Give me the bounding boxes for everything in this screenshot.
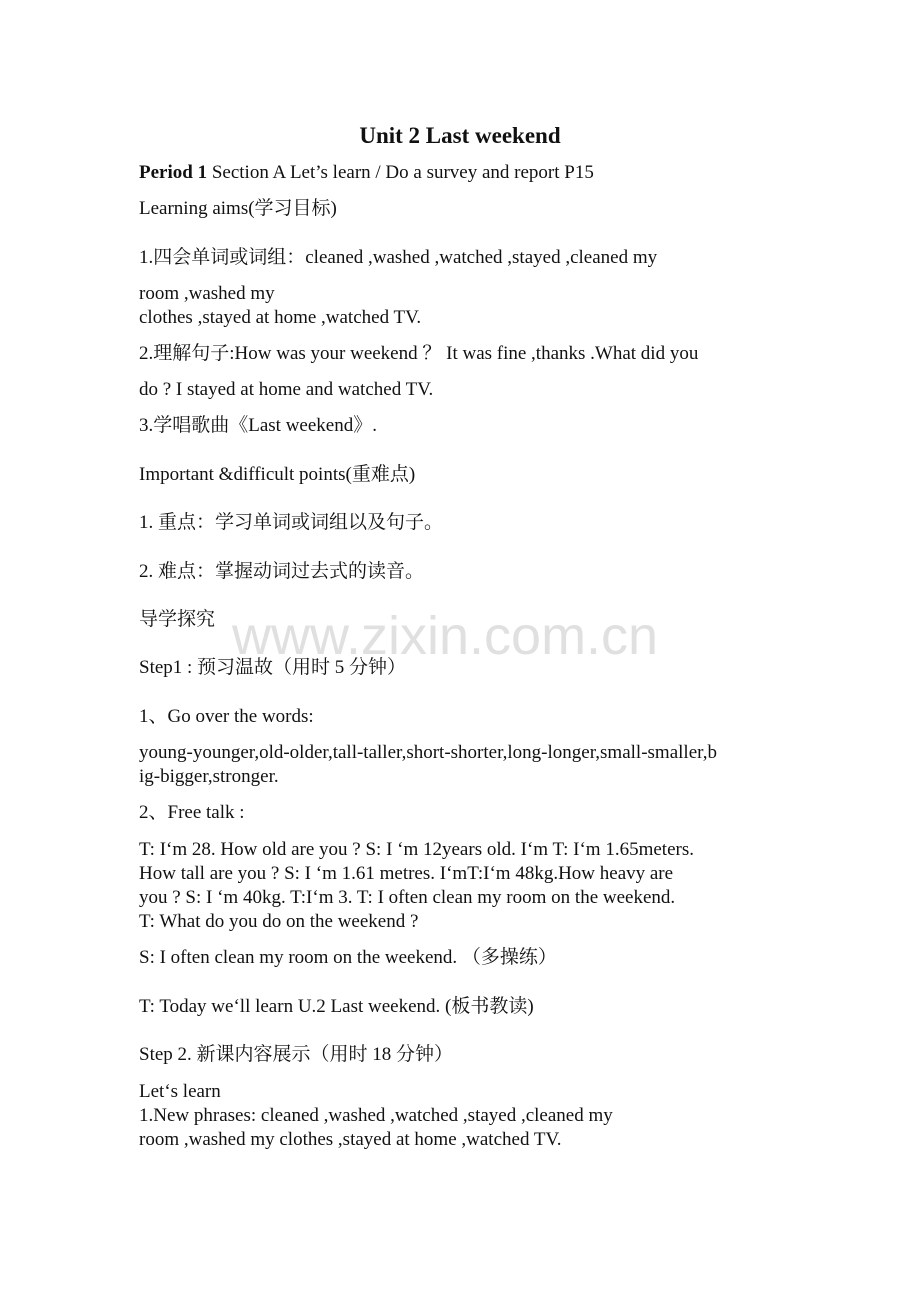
- key-point-2: 2. 难点：掌握动词过去式的读音。: [139, 561, 425, 582]
- document-title: Unit 2 Last weekend: [359, 123, 561, 148]
- dialogue-line-4: T: What do you do on the weekend ?: [139, 911, 419, 932]
- dialogue-line-3: you ? S: I ‘m 40kg. T:I‘m 3. T: I often clean my room on the weekend.: [139, 887, 676, 908]
- step-2-heading: Step 2. 新课内容展示（用时 18 分钟）: [139, 1044, 454, 1065]
- lets-learn-heading: Let‘s learn: [139, 1081, 221, 1102]
- period-description: Section A Let’s learn / Do a survey and report P15: [207, 162, 594, 183]
- go-over-words: 1、Go over the words:: [139, 706, 314, 727]
- aim-1-line-2: room ,washed my: [139, 283, 275, 304]
- step-1-heading: Step1 : 预习温故（用时 5 分钟）: [139, 657, 407, 678]
- learning-aims-heading: Learning aims(学习目标): [139, 198, 337, 219]
- aim-2-line-2: do ? I stayed at home and watched TV.: [139, 379, 434, 400]
- new-phrases-line-2: room ,washed my clothes ,stayed at home ,watched TV.: [139, 1129, 562, 1150]
- key-point-1: 1. 重点：学习单词或词组以及句子。: [139, 512, 444, 533]
- key-points-heading: Important &difficult points(重难点): [139, 464, 416, 485]
- watermark: www.zixin.com.cn: [232, 606, 659, 666]
- new-phrases-line-1: 1.New phrases: cleaned ,washed ,watched ,stayed ,cleaned my: [139, 1105, 613, 1126]
- guide-heading: 导学探究: [139, 609, 216, 630]
- word-list-line-1: young-younger,old-older,tall-taller,short-shorter,long-longer,small-smaller,b: [139, 742, 717, 763]
- aim-1-line-3: clothes ,stayed at home ,watched TV.: [139, 307, 422, 328]
- today-line: T: Today we‘ll learn U.2 Last weekend. (板书教读): [139, 996, 534, 1017]
- dialogue-line-5: S: I often clean my room on the weekend. （多操练）: [139, 947, 557, 968]
- word-list-line-2: ig-bigger,stronger.: [139, 766, 279, 787]
- aim-3: 3.学唱歌曲《Last weekend》.: [139, 415, 377, 436]
- aim-1-line-1: 1.四会单词或词组：cleaned ,washed ,watched ,stayed ,cleaned my: [139, 247, 658, 268]
- dialogue-line-2: How tall are you ? S: I ‘m 1.61 metres. I‘mT:I‘m 48kg.How heavy are: [139, 863, 674, 884]
- dialogue-line-1: T: I‘m 28. How old are you ? S: I ‘m 12years old. I‘m T: I‘m 1.65meters.: [139, 839, 694, 860]
- period-label: Period 1: [139, 162, 208, 183]
- aim-2-line-1: 2.理解句子:How was your weekend ？ It was fine ,thanks .What did you: [139, 343, 699, 364]
- period-line: [139, 161, 594, 185]
- free-talk-heading: 2、Free talk :: [139, 802, 245, 823]
